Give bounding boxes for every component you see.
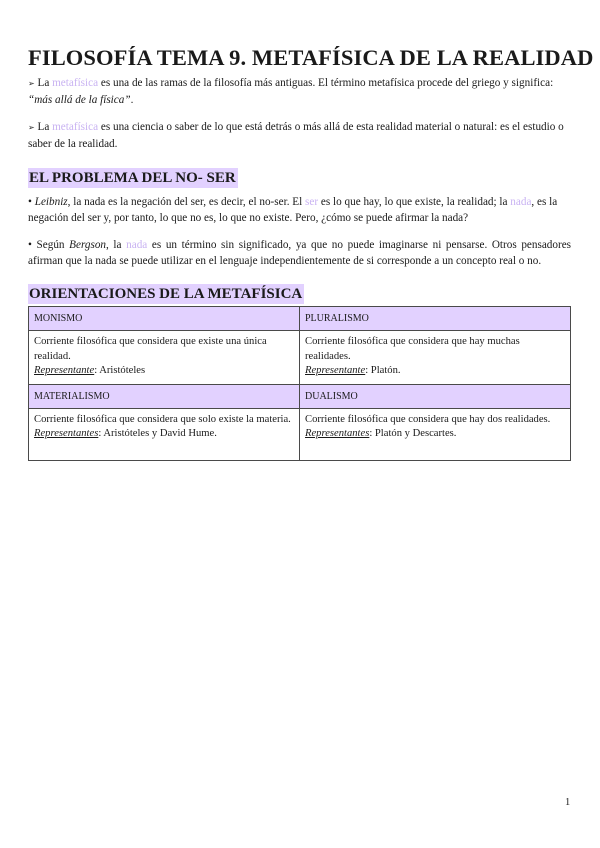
table-cell: Corriente filosófica que considera que hay dos realidades. Representantes: Platón y Descartes. xyxy=(300,408,571,460)
bullet: • xyxy=(28,239,32,251)
document-page xyxy=(28,44,594,461)
orientations-table xyxy=(28,306,571,461)
intro-paragraph-2: ➢ La metafísica es una ciencia o saber de lo que está detrás o más allá de esta realidad material o natural: es el estudio o saber de la realidad. xyxy=(28,121,564,150)
intro-paragraph-1: ➢ La metafísica es una de las ramas de la filosofía más antiguas. El término metafísica procede del griego y significa: “más allá de la física”. xyxy=(28,77,554,106)
representative-label: Representantes xyxy=(34,428,99,439)
highlighted-term: nada xyxy=(126,239,148,251)
representative-label: Representante xyxy=(34,365,95,376)
table-header-cell: MATERIALISMO xyxy=(29,384,300,408)
table-cell: Corriente filosófica que considera que existe una única realidad. Representante: Aristóteles xyxy=(29,331,300,385)
page-number: 1 xyxy=(565,797,571,808)
section-heading-orientaciones: ORIENTACIONES DE LA METAFÍSICA xyxy=(29,286,303,302)
section-heading-no-ser: EL PROBLEMA DEL NO- SER xyxy=(29,170,236,186)
bullet: • xyxy=(28,196,32,208)
page-title: FILOSOFÍA TEMA 9. METAFÍSICA DE LA REALIDAD xyxy=(28,45,594,70)
table-header-row xyxy=(29,384,571,408)
quote: “más allá de la física” xyxy=(28,94,131,106)
representative-label: Representantes xyxy=(305,428,370,439)
table-header-row xyxy=(29,307,571,331)
arrow-bullet-icon: ➢ xyxy=(28,123,35,132)
highlighted-term: metafísica xyxy=(52,121,99,133)
author-name: Bergson xyxy=(69,239,107,251)
table-cell: Corriente filosófica que considera que solo existe la materia. Representantes: Aristóteles y David Hume. xyxy=(29,408,300,460)
table-cell: Corriente filosófica que considera que hay muchas realidades. Representante: Platón. xyxy=(300,331,571,385)
author-name: Leibniz xyxy=(34,196,68,208)
highlighted-term: metafísica xyxy=(52,77,99,89)
table-header-cell: DUALISMO xyxy=(300,384,571,408)
highlighted-term: nada xyxy=(510,196,532,208)
highlighted-term: ser xyxy=(305,196,319,208)
representative-label: Representante xyxy=(305,365,366,376)
table-row xyxy=(29,331,571,385)
table-header-cell: PLURALISMO xyxy=(300,307,571,331)
leibniz-paragraph: • Leibniz, la nada es la negación del ser, es decir, el no-ser. El ser es lo que hay, lo que existe, la realidad; la nada, es la negación del ser y, por tanto, lo que no es, lo que no existe. Pero, ¿cómo se puede afirmar la nada? xyxy=(28,196,558,224)
table-header-cell: MONISMO xyxy=(29,307,300,331)
table-row xyxy=(29,408,571,460)
arrow-bullet-icon: ➢ xyxy=(28,79,35,88)
bergson-paragraph: • Según Bergson, la nada es un término sin significado, ya que no puede imaginarse ni pensarse. Otros pensadores afirman que la nada se puede utilizar en el lenguaje independientemente de si corresponde a un concepto real o no. xyxy=(28,239,572,267)
